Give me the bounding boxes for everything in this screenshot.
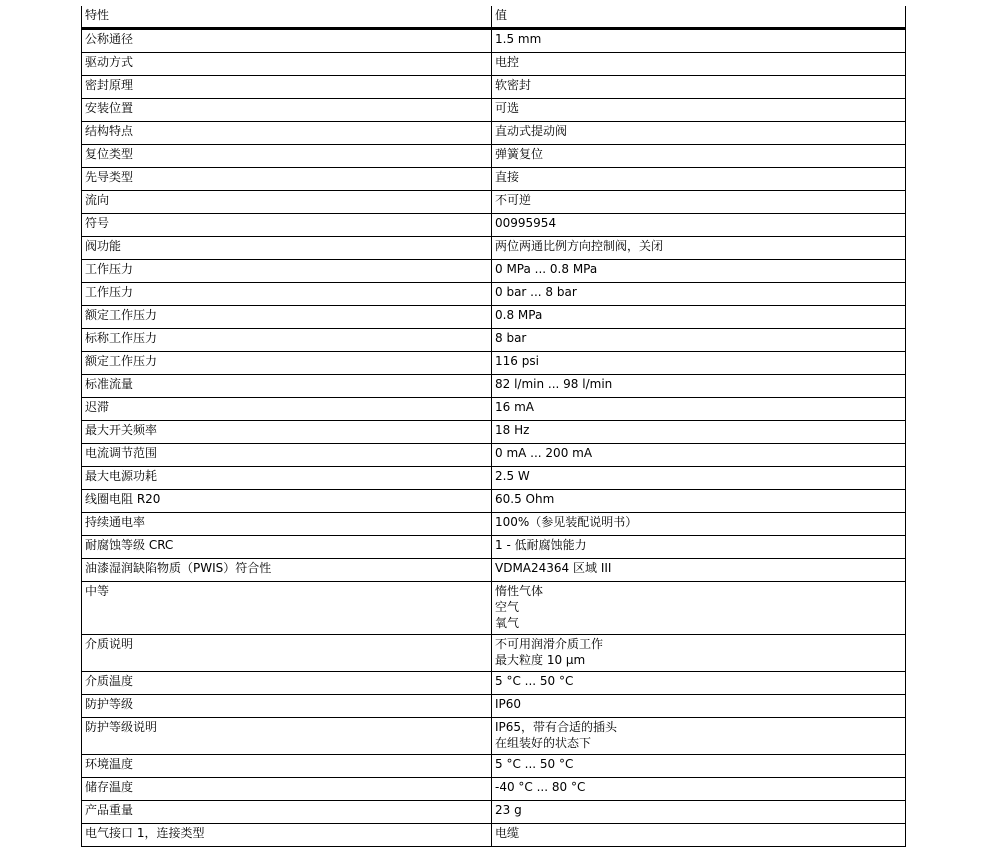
property-cell: 驱动方式 — [82, 53, 492, 76]
value-line: 116 psi — [495, 354, 539, 368]
property-cell: 最大开关频率 — [82, 421, 492, 444]
property-cell: 迟滞 — [82, 398, 492, 421]
value-line: 氧气 — [495, 616, 520, 630]
header-row — [82, 6, 906, 29]
value-cell — [492, 421, 906, 444]
value-cell — [492, 352, 906, 375]
value-line: 最大粒度 10 µm — [495, 653, 586, 667]
value-line: 100%（参见装配说明书） — [495, 515, 638, 529]
property-cell: 安装位置 — [82, 99, 492, 122]
table-row — [82, 695, 906, 718]
table-row — [82, 122, 906, 145]
value-cell — [492, 778, 906, 801]
table-row — [82, 421, 906, 444]
table-row — [82, 214, 906, 237]
value-cell — [492, 306, 906, 329]
table-row — [82, 283, 906, 306]
value-line: 2.5 W — [495, 469, 530, 483]
property-cell: 阀功能 — [82, 237, 492, 260]
value-cell — [492, 695, 906, 718]
property-cell: 最大电源功耗 — [82, 467, 492, 490]
table-row — [82, 513, 906, 536]
value-line: 电缆 — [495, 826, 520, 840]
spec-table — [81, 6, 906, 847]
property-cell: 公称通径 — [82, 29, 492, 53]
property-cell: 产品重量 — [82, 801, 492, 824]
table-row — [82, 801, 906, 824]
property-cell: 储存温度 — [82, 778, 492, 801]
value-cell — [492, 237, 906, 260]
property-cell: 介质说明 — [82, 635, 492, 672]
property-cell: 防护等级说明 — [82, 718, 492, 755]
value-line: IP65，带有合适的插头 — [495, 720, 618, 734]
value-line: 23 g — [495, 803, 522, 817]
value-cell — [492, 801, 906, 824]
value-cell — [492, 536, 906, 559]
property-cell: 线圈电阻 R20 — [82, 490, 492, 513]
table-row — [82, 145, 906, 168]
value-line: 惰性气体 — [495, 584, 544, 598]
table-row — [82, 375, 906, 398]
table-row — [82, 168, 906, 191]
table-row — [82, 237, 906, 260]
value-line: 5 °C ... 50 °C — [495, 757, 574, 771]
value-line: 直接 — [495, 170, 520, 184]
value-cell — [492, 444, 906, 467]
header-value: 值 — [492, 6, 906, 29]
property-cell: 流向 — [82, 191, 492, 214]
value-line: IP60 — [495, 697, 522, 711]
table-row — [82, 635, 906, 672]
value-cell — [492, 718, 906, 755]
value-line: VDMA24364 区域 III — [495, 561, 612, 575]
property-cell: 油漆湿润缺陷物质（PWIS）符合性 — [82, 559, 492, 582]
value-cell — [492, 329, 906, 352]
value-line: 两位两通比例方向控制阀，关闭 — [495, 239, 664, 253]
table-row — [82, 352, 906, 375]
table-row — [82, 99, 906, 122]
property-cell: 密封原理 — [82, 76, 492, 99]
value-cell — [492, 168, 906, 191]
property-cell: 先导类型 — [82, 168, 492, 191]
value-cell — [492, 99, 906, 122]
value-line: 0 bar ... 8 bar — [495, 285, 577, 299]
table-row — [82, 444, 906, 467]
table-row — [82, 559, 906, 582]
value-line: 8 bar — [495, 331, 527, 345]
value-line: 弹簧复位 — [495, 147, 544, 161]
value-line: 可选 — [495, 101, 520, 115]
table-row — [82, 260, 906, 283]
table-row — [82, 718, 906, 755]
value-cell — [492, 122, 906, 145]
table-row — [82, 824, 906, 847]
property-cell: 中等 — [82, 582, 492, 635]
value-cell — [492, 260, 906, 283]
property-cell: 额定工作压力 — [82, 352, 492, 375]
value-cell — [492, 375, 906, 398]
value-line: 16 mA — [495, 400, 534, 414]
property-cell: 工作压力 — [82, 283, 492, 306]
value-line: 60.5 Ohm — [495, 492, 555, 506]
property-cell: 符号 — [82, 214, 492, 237]
table-row — [82, 582, 906, 635]
property-cell: 标准流量 — [82, 375, 492, 398]
value-cell — [492, 29, 906, 53]
table-row — [82, 306, 906, 329]
property-cell: 电气接口 1，连接类型 — [82, 824, 492, 847]
value-cell — [492, 467, 906, 490]
value-line: 18 Hz — [495, 423, 530, 437]
value-line: 0 MPa ... 0.8 MPa — [495, 262, 598, 276]
value-line: 0 mA ... 200 mA — [495, 446, 593, 460]
table-row — [82, 29, 906, 53]
table-row — [82, 755, 906, 778]
table-body — [82, 29, 906, 847]
property-cell: 环境温度 — [82, 755, 492, 778]
value-cell — [492, 755, 906, 778]
table-row — [82, 778, 906, 801]
value-line: 软密封 — [495, 78, 532, 92]
value-line: 空气 — [495, 600, 520, 614]
value-cell — [492, 53, 906, 76]
value-cell — [492, 283, 906, 306]
property-cell: 额定工作压力 — [82, 306, 492, 329]
value-cell — [492, 513, 906, 536]
property-cell: 标称工作压力 — [82, 329, 492, 352]
value-cell — [492, 635, 906, 672]
property-cell: 介质温度 — [82, 672, 492, 695]
table-row — [82, 398, 906, 421]
value-line: 00995954 — [495, 216, 557, 230]
header-property: 特性 — [82, 6, 492, 29]
value-cell — [492, 490, 906, 513]
property-cell: 电流调节范围 — [82, 444, 492, 467]
table-row — [82, 191, 906, 214]
value-line: -40 °C ... 80 °C — [495, 780, 586, 794]
value-line: 5 °C ... 50 °C — [495, 674, 574, 688]
value-cell — [492, 672, 906, 695]
value-cell — [492, 582, 906, 635]
value-cell — [492, 191, 906, 214]
value-line: 82 l/min ... 98 l/min — [495, 377, 613, 391]
table-row — [82, 536, 906, 559]
table-header — [82, 6, 906, 29]
table-row — [82, 490, 906, 513]
property-cell: 耐腐蚀等级 CRC — [82, 536, 492, 559]
property-cell: 结构特点 — [82, 122, 492, 145]
property-cell: 复位类型 — [82, 145, 492, 168]
table-row — [82, 467, 906, 490]
value-cell — [492, 398, 906, 421]
value-line: 直动式提动阀 — [495, 124, 568, 138]
value-cell — [492, 214, 906, 237]
value-line: 电控 — [495, 55, 520, 69]
table-row — [82, 53, 906, 76]
table-row — [82, 672, 906, 695]
property-cell: 工作压力 — [82, 260, 492, 283]
table-row — [82, 329, 906, 352]
value-line: 不可逆 — [495, 193, 532, 207]
value-line: 在组装好的状态下 — [495, 736, 592, 750]
value-line: 1.5 mm — [495, 32, 542, 46]
value-cell — [492, 559, 906, 582]
value-line: 0.8 MPa — [495, 308, 543, 322]
value-cell — [492, 76, 906, 99]
property-cell: 持续通电率 — [82, 513, 492, 536]
value-line: 1 - 低耐腐蚀能力 — [495, 538, 587, 552]
table-row — [82, 76, 906, 99]
property-cell: 防护等级 — [82, 695, 492, 718]
value-cell — [492, 145, 906, 168]
value-cell — [492, 824, 906, 847]
value-line: 不可用润滑介质工作 — [495, 637, 604, 651]
